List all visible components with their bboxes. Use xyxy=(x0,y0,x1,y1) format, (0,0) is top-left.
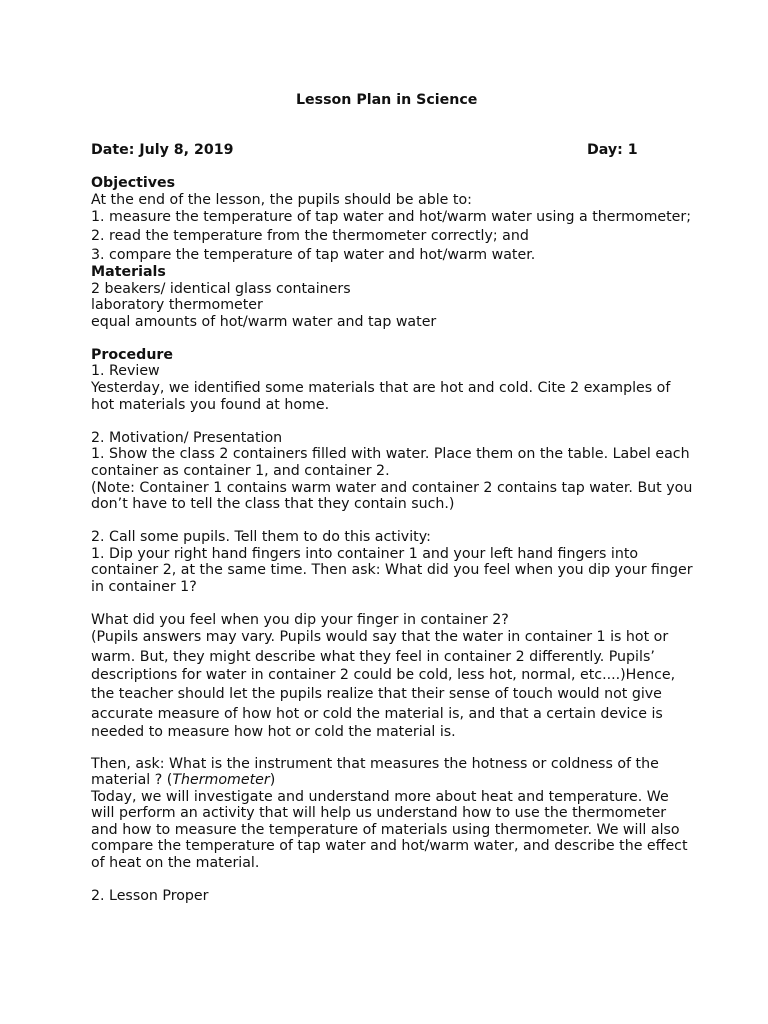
motivation-text-line: (Note: Container 1 contains warm water and container 2 contains tap water. But you xyxy=(91,480,693,496)
answer-text-line: needed to measure how hot or cold the material is. xyxy=(91,724,456,740)
question-container-2: What did you feel when you dip your finger in container 2? xyxy=(91,612,509,628)
lesson-day: Day: 1 xyxy=(587,142,638,158)
call-pupils-text-line: container 2, at the same time. Then ask: What did you feel when you dip your finger xyxy=(91,562,693,578)
thermometer-answer: Thermometer xyxy=(172,772,270,788)
answer-text-line: accurate measure of how hot or cold the material is, and that a certain device is xyxy=(91,706,663,722)
motivation-text-line: don’t have to tell the class that they contain such.) xyxy=(91,496,455,512)
today-text-line: Today, we will investigate and understand more about heat and temperature. We xyxy=(91,789,669,805)
material-item: laboratory thermometer xyxy=(91,297,263,313)
objectives-heading: Objectives xyxy=(91,175,176,191)
objective-item: 3. compare the temperature of tap water and hot/warm water. xyxy=(91,247,536,263)
review-text-line: hot materials you found at home. xyxy=(91,397,330,413)
today-text-line: compare the temperature of tap water and hot/warm water, and describe the effect xyxy=(91,838,688,854)
review-heading: 1. Review xyxy=(91,363,160,379)
ask-prefix: material ? ( xyxy=(91,772,173,788)
lesson-date: Date: July 8, 2019 xyxy=(91,142,234,158)
call-pupils-text-line: 1. Dip your right hand fingers into container 1 and your left hand fingers into xyxy=(91,546,639,562)
materials-heading: Materials xyxy=(91,264,166,280)
objective-item: 2. read the temperature from the thermometer correctly; and xyxy=(91,228,529,244)
answer-text-line: warm. But, they might describe what they feel in container 2 differently. Pupils’ xyxy=(91,649,655,665)
answer-text-line: the teacher should let the pupils realize that their sense of touch would not give xyxy=(91,686,662,702)
material-item: equal amounts of hot/warm water and tap water xyxy=(91,314,437,330)
procedure-heading: Procedure xyxy=(91,347,174,363)
call-pupils-text-line: in container 1? xyxy=(91,579,197,595)
today-text-line: and how to measure the temperature of materials using thermometer. We will also xyxy=(91,822,680,838)
objectives-intro: At the end of the lesson, the pupils should be able to: xyxy=(91,192,472,208)
ask-instrument-answer-line xyxy=(91,772,275,789)
answer-text-line: descriptions for water in container 2 could be cold, less hot, normal, etc....)Hence, xyxy=(91,667,676,683)
motivation-text-line: 1. Show the class 2 containers filled with water. Place them on the table. Label each xyxy=(91,446,690,462)
lesson-proper-heading: 2. Lesson Proper xyxy=(91,888,209,904)
motivation-text-line: container as container 1, and container 2. xyxy=(91,463,390,479)
review-text-line: Yesterday, we identified some materials that are hot and cold. Cite 2 examples of xyxy=(91,380,671,396)
motivation-heading: 2. Motivation/ Presentation xyxy=(91,430,283,446)
document-title: Lesson Plan in Science xyxy=(296,92,478,108)
call-pupils-heading: 2. Call some pupils. Tell them to do this activity: xyxy=(91,529,431,545)
ask-suffix: ) xyxy=(269,772,276,788)
today-text-line: will perform an activity that will help us understand how to use the thermometer xyxy=(91,805,667,821)
answer-text-line: (Pupils answers may vary. Pupils would say that the water in container 1 is hot or xyxy=(91,629,669,645)
today-text-line: of heat on the material. xyxy=(91,855,260,871)
material-item: 2 beakers/ identical glass containers xyxy=(91,281,351,297)
ask-instrument-line: Then, ask: What is the instrument that measures the hotness or coldness of the xyxy=(91,756,659,772)
objective-item: 1. measure the temperature of tap water and hot/warm water using a thermometer; xyxy=(91,209,692,225)
